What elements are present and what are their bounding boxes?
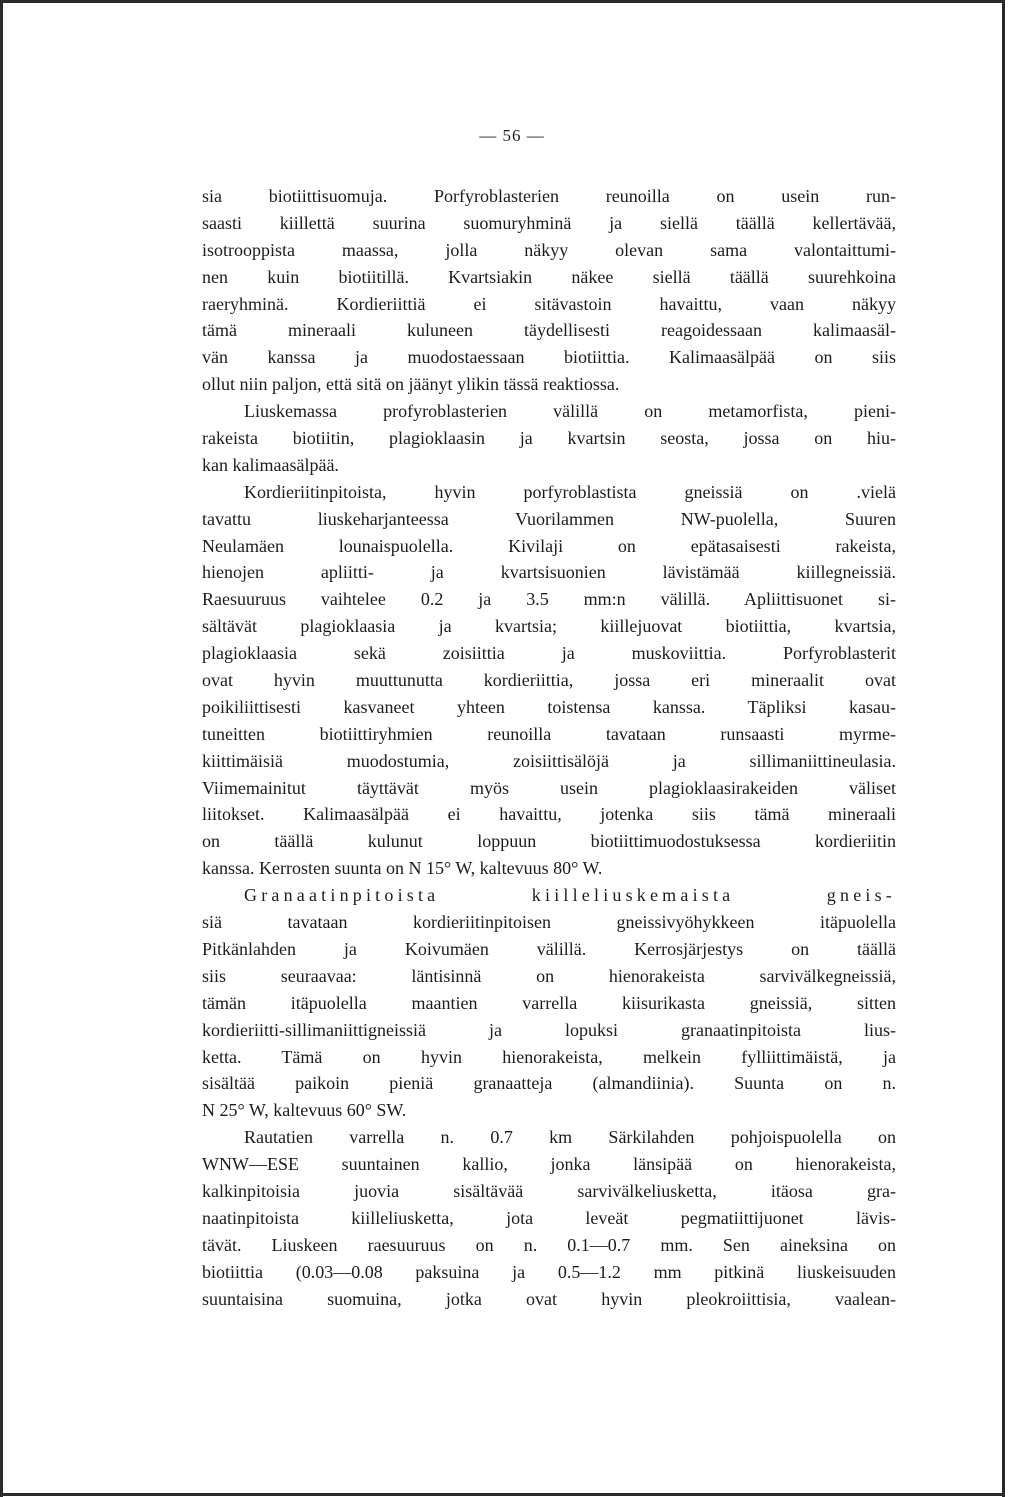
text-line: isotrooppista maassa, jolla näkyy olevan sama valontaittumi- bbox=[202, 239, 896, 260]
text-line: plagioklaasia sekä zoisiittia ja muskoviittia. Porfyroblasterit bbox=[202, 643, 896, 664]
text-line: ketta. Tämä on hyvin hienorakeista, melkein fylliittimäistä, ja bbox=[202, 1046, 896, 1067]
scan-border-top bbox=[0, 0, 1004, 3]
text-line: Liuskemassa profyroblasterien välillä on metamorfista, pieni- bbox=[244, 401, 896, 422]
text-line: kiittimäisiä muodostumia, zoisiittisälöjä ja sillimaniittineulasia. bbox=[202, 750, 896, 771]
scan-border-right bbox=[1002, 0, 1005, 1497]
text-line: tävät. Liuskeen raesuuruus on n. 0.1—0.7 mm. Sen aineksina on bbox=[202, 1234, 896, 1255]
text-line: Granaatinpitoista kiilleliuskemaista gneis- bbox=[244, 885, 896, 906]
text-line: liitokset. Kalimaasälpää ei havaittu, jotenka siis tämä mineraali bbox=[202, 804, 896, 825]
text-line: Raesuuruus vaihtelee 0.2 ja 3.5 mm:n välillä. Apliittisuonet si- bbox=[202, 589, 896, 610]
text-line: ovat hyvin muuttunutta kordieriittia, jossa eri mineraalit ovat bbox=[202, 670, 896, 691]
text-line: naatinpitoista kiilleliusketta, jota leveät pegmatiittijuonet lävis- bbox=[202, 1207, 896, 1228]
text-line: sältävät plagioklaasia ja kvartsia; kiillejuovat biotiittia, kvartsia, bbox=[202, 616, 896, 637]
text-line: Kordieriitinpitoista, hyvin porfyroblastista gneissiä on .vielä bbox=[244, 481, 896, 502]
text-line: tämä mineraali kuluneen täydellisesti reagoidessaan kalimaasäl- bbox=[202, 320, 896, 341]
text-line: siä tavataan kordieriitinpitoisen gneissivyöhykkeen itäpuolella bbox=[202, 912, 896, 933]
text-line: sia biotiittisuomuja. Porfyroblasterien reunoilla on usein run- bbox=[202, 186, 896, 206]
text-line: kanssa. Kerrosten suunta on N 15° W, kaltevuus 80° W. bbox=[202, 858, 603, 879]
text-line: sisältää paikoin pieniä granaatteja (almandiinia). Suunta on n. bbox=[202, 1073, 896, 1094]
text-line: nen kuin biotiitillä. Kvartsiakin näkee siellä täällä suurehkoina bbox=[202, 266, 896, 287]
text-line: raeryhminä. Kordieriittiä ei sitävastoin havaittu, vaan näkyy bbox=[202, 293, 896, 314]
body-text bbox=[202, 183, 896, 1312]
scan-border-left bbox=[0, 0, 3, 1497]
text-line: Neulamäen lounaispuolella. Kivilaji on epätasaisesti rakeista, bbox=[202, 535, 896, 556]
text-line: suuntaisina suomuina, jotka ovat hyvin pleokroiittisia, vaalean- bbox=[202, 1288, 896, 1309]
text-line: Rautatien varrella n. 0.7 km Särkilahden pohjoispuolella on bbox=[244, 1127, 896, 1148]
text-line: tämän itäpuolella maantien varrella kiisurikasta gneissiä, sitten bbox=[202, 992, 896, 1013]
text-line: biotiittia (0.03—0.08 paksuina ja 0.5—1.2 mm pitkinä liuskeisuuden bbox=[202, 1261, 896, 1282]
text-line: kordieriitti-sillimaniittigneissiä ja lopuksi granaatinpitoista lius- bbox=[202, 1019, 896, 1040]
scan-border-bottom bbox=[0, 1493, 1004, 1496]
text-line: WNW—ESE suuntainen kallio, jonka länsipää on hienorakeista, bbox=[202, 1154, 896, 1175]
text-line: Viimemainitut täyttävät myös usein plagioklaasirakeiden väliset bbox=[202, 777, 896, 798]
text-line: vän kanssa ja muodostaessaan biotiittia. Kalimaasälpää on siis bbox=[202, 347, 896, 368]
text-line: kalkinpitoisia juovia sisältävää sarvivälkeliusketta, itäosa gra- bbox=[202, 1180, 896, 1201]
text-line: hienojen apliitti- ja kvartsisuonien lävistämää kiillegneissiä. bbox=[202, 562, 896, 583]
text-line: ollut niin paljon, että sitä on jäänyt ylikin tässä reaktiossa. bbox=[202, 374, 620, 395]
page-number: — 56 — bbox=[479, 126, 545, 145]
text-line: siis seuraavaa: läntisinnä on hienorakeista sarvivälkegneissiä, bbox=[202, 965, 896, 986]
text-line: N 25° W, kaltevuus 60° SW. bbox=[202, 1100, 407, 1121]
text-line: rakeista biotiitin, plagioklaasin ja kvartsin seosta, jossa on hiu- bbox=[202, 428, 896, 449]
text-line: poikiliittisesti kasvaneet yhteen toistensa kanssa. Täpliksi kasau- bbox=[202, 696, 896, 717]
text-line: Pitkänlahden ja Koivumäen välillä. Kerrosjärjestys on täällä bbox=[202, 938, 896, 959]
text-line: kan kalimaasälpää. bbox=[202, 454, 339, 475]
text-line: tavattu liuskeharjanteessa Vuorilammen NW-puolella, Suuren bbox=[202, 508, 896, 529]
text-line: on täällä kulunut loppuun biotiittimuodostuksessa kordieriitin bbox=[202, 831, 896, 852]
text-line: tuneitten biotiittiryhmien reunoilla tavataan runsaasti myrme- bbox=[202, 723, 896, 744]
text-line: saasti kiillettä suurina suomuryhminä ja siellä täällä kellertävää, bbox=[202, 212, 896, 233]
